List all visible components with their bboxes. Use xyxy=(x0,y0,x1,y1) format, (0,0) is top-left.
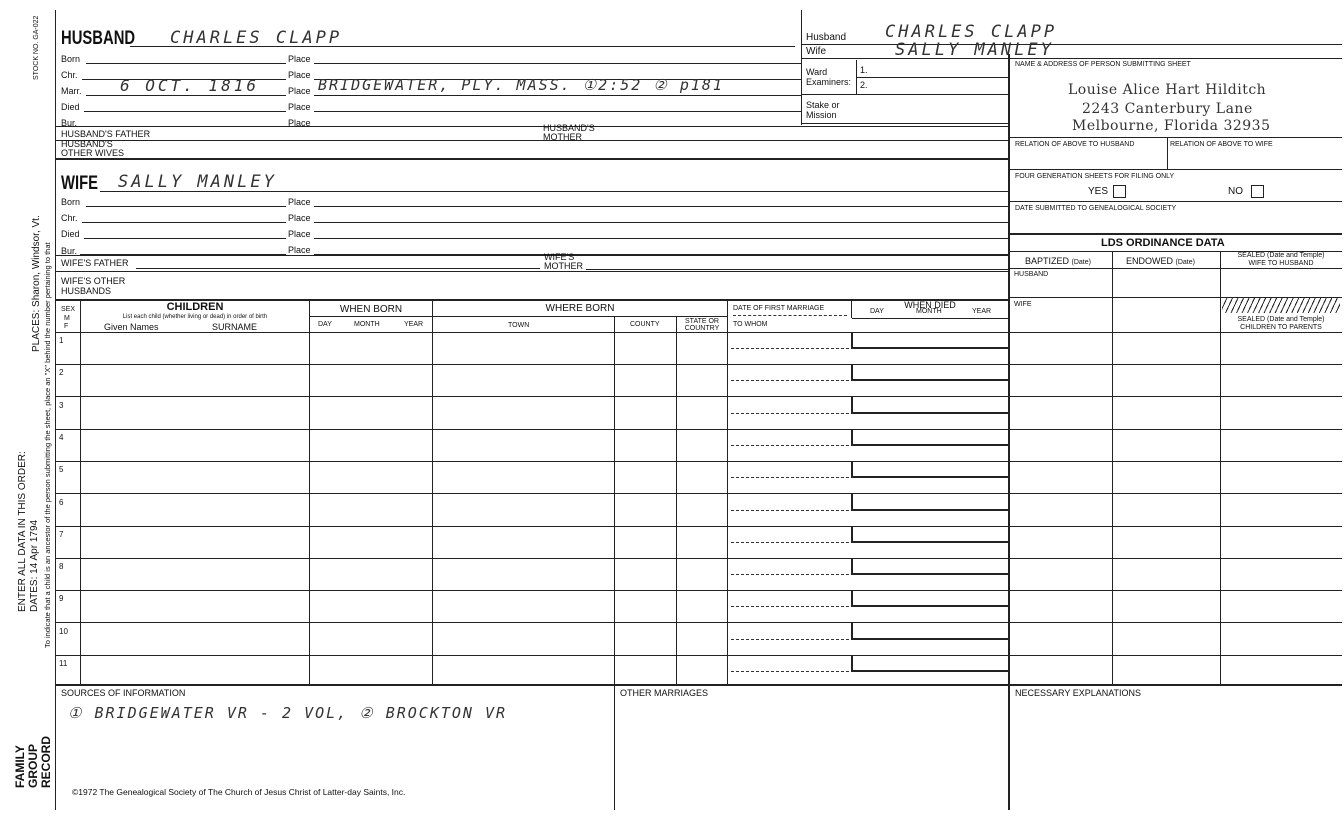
col-town-divider xyxy=(614,316,615,684)
child-died-field[interactable] xyxy=(851,509,1008,511)
child-row-number: 5 xyxy=(59,465,64,474)
form-title-family: FAMILY xyxy=(13,745,27,788)
header-husband-line xyxy=(802,44,1342,45)
child-marriage-date-field[interactable] xyxy=(731,606,849,607)
child-marriage-date-field[interactable] xyxy=(731,348,849,349)
sealed-children-2: CHILDREN TO PARENTS xyxy=(1240,324,1322,331)
examiner-split xyxy=(856,77,1008,78)
lds-wife-label: WIFE xyxy=(1014,301,1032,308)
relation-wife-label: RELATION OF ABOVE TO WIFE xyxy=(1170,141,1273,148)
child-marriage-date-field[interactable] xyxy=(731,445,849,446)
child-row-number: 2 xyxy=(59,368,64,377)
relation-divider xyxy=(1167,137,1168,169)
sex-f-label: F xyxy=(64,323,69,330)
died-year-label: YEAR xyxy=(972,308,992,315)
child-marriage-date-field[interactable] xyxy=(731,671,849,672)
baptized-text: BAPTIZED xyxy=(1025,256,1070,266)
husband-mother-label-2: MOTHER xyxy=(543,132,582,142)
first-marriage-dash xyxy=(733,315,847,316)
child-row-line xyxy=(56,622,1342,623)
wife-chr-label: Chr. xyxy=(61,213,78,223)
wife-bur-label: Bur. xyxy=(61,246,78,256)
child-marriage-date-field[interactable] xyxy=(731,510,849,511)
husband-father-label: HUSBAND'S FATHER xyxy=(61,129,151,139)
child-row-number: 6 xyxy=(59,498,64,507)
sealed-hatch xyxy=(1222,298,1340,313)
child-row-line xyxy=(56,558,1342,559)
husband-died-place-field[interactable] xyxy=(314,111,801,112)
children-note: List each child (whether living or dead) in order of birth xyxy=(122,314,268,320)
when-born-title: WHEN BORN xyxy=(339,304,403,315)
sex-m-label: M xyxy=(64,315,70,322)
submitter-label: NAME & ADDRESS OF PERSON SUBMITTING SHEET xyxy=(1015,61,1191,68)
yes-label: YES xyxy=(1088,186,1109,197)
examiners-label: Examiners: xyxy=(806,77,852,87)
husband-chr-label: Chr. xyxy=(61,70,78,80)
wife-mother-label xyxy=(544,253,583,271)
child-died-field[interactable] xyxy=(851,412,1008,414)
submitted-bottom xyxy=(1009,233,1342,235)
husband-section-bottom xyxy=(56,158,1008,160)
child-marriage-date-field[interactable] xyxy=(731,380,849,381)
examiner-1[interactable]: 1. xyxy=(860,65,868,75)
wife-father-label: WIFE'S FATHER xyxy=(61,258,129,268)
husband-born-field[interactable] xyxy=(86,63,286,64)
copyright: ©1972 The Genealogical Society of The Church of Jesus Christ of Latter-day Saints, Inc. xyxy=(72,787,406,797)
where-born-split xyxy=(433,316,727,317)
sealed-children-1: SEALED (Date and Temple) xyxy=(1237,316,1325,323)
wife-chr-place-field[interactable] xyxy=(314,222,1008,223)
child-row-number: 10 xyxy=(59,627,68,636)
submitter-name[interactable]: Louise Alice Hart Hilditch xyxy=(1068,82,1267,98)
wife-name[interactable]: SALLY MANLEY xyxy=(118,172,277,192)
born-day-label: DAY xyxy=(318,321,332,328)
sources-label: SOURCES OF INFORMATION xyxy=(61,688,186,698)
lds-husband-label: HUSBAND xyxy=(1014,271,1049,278)
given-names-label: Given Names xyxy=(104,322,159,332)
child-died-field[interactable] xyxy=(851,541,1008,543)
lds-header-bottom xyxy=(1009,268,1342,269)
places-note: PLACES: Sharon, Windsor, Vt. xyxy=(31,215,42,352)
husband-marr-field[interactable] xyxy=(86,95,286,96)
child-died-field[interactable] xyxy=(851,605,1008,607)
header-wife-line xyxy=(802,58,1342,59)
ward-box-bottom xyxy=(801,123,1008,124)
wife-chr-field[interactable] xyxy=(82,222,286,223)
child-row-number: 4 xyxy=(59,433,64,442)
wife-bur-place-label: Place xyxy=(288,245,311,255)
no-checkbox[interactable] xyxy=(1251,185,1264,198)
husband-bur-label: Bur. xyxy=(61,118,78,128)
submitter-city[interactable]: Melbourne, Florida 32935 xyxy=(1072,118,1271,134)
husband-died-place-label: Place xyxy=(288,102,311,112)
state-label xyxy=(677,318,727,332)
stock-number: STOCK NO. GA-022 xyxy=(33,15,40,80)
col-county-divider xyxy=(676,316,677,684)
husband-other-wives-2: OTHER WIVES xyxy=(61,148,125,158)
husband-died-field[interactable] xyxy=(84,111,286,112)
header-husband-label: Husband xyxy=(806,32,847,43)
other-marriages-label: OTHER MARRIAGES xyxy=(620,688,709,698)
enter-order-note: ENTER ALL DATA IN THIS ORDER: xyxy=(17,451,28,612)
born-month-label: MONTH xyxy=(354,321,380,328)
col-marriage-divider xyxy=(851,301,852,318)
husband-born-place-field[interactable] xyxy=(314,63,801,64)
child-row-line xyxy=(56,396,1342,397)
sealed-wife-1: SEALED (Date and Temple) xyxy=(1237,252,1325,259)
child-died-field[interactable] xyxy=(851,573,1008,575)
where-born-title: WHERE BORN xyxy=(545,303,615,314)
wife-other-husbands-1: WIFE'S OTHER xyxy=(61,276,126,286)
header-husband-value[interactable]: CHARLES CLAPP xyxy=(885,22,1058,42)
examiner-2[interactable]: 2. xyxy=(860,80,868,90)
child-row-number: 8 xyxy=(59,562,64,571)
endowed-label xyxy=(1126,256,1195,267)
child-marriage-date-field[interactable] xyxy=(731,639,849,640)
surname-label: SURNAME xyxy=(212,322,258,332)
date-submitted-label: DATE SUBMITTED TO GENEALOGICAL SOCIETY xyxy=(1015,205,1177,212)
child-marriage-date-field[interactable] xyxy=(731,542,849,543)
explanations-label: NECESSARY EXPLANATIONS xyxy=(1015,688,1142,698)
child-marriage-date-field[interactable] xyxy=(731,477,849,478)
child-row-number: 11 xyxy=(59,659,68,668)
lds-col-1 xyxy=(1112,251,1113,684)
when-died-split xyxy=(852,318,1008,319)
ancestor-note: To indicate that a child is an ancestor of the person submitting the sheet, place an "X" behind the number pertaining to that xyxy=(43,242,52,648)
to-whom-label: TO WHOM xyxy=(733,321,768,328)
child-marriage-date-field[interactable] xyxy=(731,413,849,414)
county-label: COUNTY xyxy=(630,321,660,328)
wife-father-line xyxy=(56,271,1008,272)
husband-events-bottom xyxy=(56,126,1008,127)
child-row-line xyxy=(56,429,1342,430)
husband-marr-place-label: Place xyxy=(288,86,311,96)
husband-marr-date[interactable]: 6 OCT. 1816 xyxy=(120,76,259,95)
footer-top xyxy=(56,684,1342,686)
wife-mother-field[interactable] xyxy=(586,269,1008,270)
wife-born-place-label: Place xyxy=(288,197,311,207)
children-title: CHILDREN xyxy=(166,301,224,313)
wife-mother-2: MOTHER xyxy=(544,261,583,271)
footer-divider xyxy=(614,684,615,810)
wife-chr-place-label: Place xyxy=(288,213,311,223)
child-died-field[interactable] xyxy=(851,638,1008,640)
baptized-date-note: (Date) xyxy=(1071,259,1091,266)
header-wife-label: Wife xyxy=(806,46,826,57)
wife-other-husbands-label xyxy=(61,276,125,296)
child-row-number: 3 xyxy=(59,401,64,410)
stake-label: Stake or xyxy=(806,100,840,110)
child-died-field[interactable] xyxy=(851,379,1008,381)
husband-marr-label: Marr. xyxy=(61,86,82,96)
children-header-bottom xyxy=(56,332,1342,333)
child-row-number: 7 xyxy=(59,530,64,539)
wife-title: WIFE xyxy=(61,173,99,194)
child-row-line xyxy=(56,590,1342,591)
header-divider xyxy=(801,10,802,125)
child-row-line xyxy=(56,493,1342,494)
husband-marr-place[interactable]: BRIDGEWATER, PLY. MASS. ①2:52 ② p181 xyxy=(318,76,724,94)
wife-events-bottom xyxy=(56,255,1008,256)
husband-father-line xyxy=(56,140,1008,141)
relation-husband-label: RELATION OF ABOVE TO HUSBAND xyxy=(1015,141,1135,148)
child-row-line xyxy=(56,364,1342,365)
ward-label: Ward xyxy=(806,67,828,77)
first-marriage-label: DATE OF FIRST MARRIAGE xyxy=(733,305,825,312)
born-year-label: YEAR xyxy=(404,321,424,328)
sex-label: SEX xyxy=(61,306,76,313)
form-title-group: GROUP xyxy=(26,743,40,788)
husband-other-wives-label xyxy=(61,140,124,158)
lds-title: LDS ORDINANCE DATA xyxy=(1101,237,1225,249)
sources-value[interactable]: ① BRIDGEWATER VR - 2 VOL, ② BROCKTON VR xyxy=(68,704,508,722)
child-died-field[interactable] xyxy=(851,347,1008,349)
left-border xyxy=(55,10,56,810)
child-died-field[interactable] xyxy=(851,476,1008,478)
wife-died-place-field[interactable] xyxy=(314,238,1008,239)
endowed-text: ENDOWED xyxy=(1126,256,1173,266)
husband-died-label: Died xyxy=(61,102,80,112)
state-label-2: COUNTRY xyxy=(684,325,720,332)
header-wife-value[interactable]: SALLY MANLEY xyxy=(895,40,1054,60)
child-died-field[interactable] xyxy=(851,444,1008,446)
child-row-line xyxy=(56,655,1342,656)
wife-died-label: Died xyxy=(61,229,80,239)
wife-mother-1: WIFE'S xyxy=(544,252,575,262)
husband-born-place-label: Place xyxy=(288,54,311,64)
husband-other-wives-1: HUSBAND'S xyxy=(61,139,113,149)
four-gen-bottom xyxy=(1009,201,1342,202)
wife-died-place-label: Place xyxy=(288,229,311,239)
wife-other-husbands-2: HUSBANDS xyxy=(61,286,112,296)
child-row-line xyxy=(56,526,1342,527)
state-label-1: STATE OR xyxy=(685,318,719,325)
died-day-label: DAY xyxy=(870,308,884,315)
endowed-date-note: (Date) xyxy=(1175,259,1195,266)
child-row-line xyxy=(56,461,1342,462)
sealed-wife-label xyxy=(1222,252,1340,268)
child-row-number: 9 xyxy=(59,594,64,603)
relation-bottom xyxy=(1009,169,1342,170)
husband-marr-place-field[interactable] xyxy=(314,95,801,96)
submitter-street[interactable]: 2243 Canterbury Lane xyxy=(1082,101,1253,117)
child-marriage-date-field[interactable] xyxy=(731,574,849,575)
husband-chr-place-label: Place xyxy=(288,70,311,80)
wife-died-field[interactable] xyxy=(84,238,286,239)
yes-checkbox[interactable] xyxy=(1113,185,1126,198)
no-label: NO xyxy=(1228,186,1243,197)
husband-name[interactable]: CHARLES CLAPP xyxy=(170,28,343,48)
when-born-split xyxy=(310,316,432,317)
lds-col-2 xyxy=(1220,251,1221,684)
mission-label: Mission xyxy=(806,110,837,120)
husband-mother-label-1: HUSBAND'S xyxy=(543,123,595,133)
died-month-label: MONTH xyxy=(916,308,942,315)
wife-born-field[interactable] xyxy=(86,206,286,207)
sealed-children-label xyxy=(1222,316,1340,332)
husband-title: HUSBAND xyxy=(61,28,136,49)
form-title-record: RECORD xyxy=(39,735,53,788)
wife-born-place-field[interactable] xyxy=(314,206,1008,207)
wife-born-label: Born xyxy=(61,197,81,207)
dates-note: DATES: 14 Apr 1794 xyxy=(29,519,40,612)
child-died-field[interactable] xyxy=(851,670,1008,672)
town-label: TOWN xyxy=(508,322,530,329)
husband-born-label: Born xyxy=(61,54,81,64)
right-panel-divider xyxy=(1008,54,1010,810)
submitter-bottom xyxy=(1009,137,1342,138)
ward-bottom xyxy=(802,94,1008,95)
husband-bur-place-label: Place xyxy=(288,118,311,128)
wife-father-field[interactable] xyxy=(136,268,540,269)
sealed-wife-2: WIFE TO HUSBAND xyxy=(1248,260,1314,267)
baptized-label xyxy=(1025,256,1091,267)
child-row-number: 1 xyxy=(59,336,64,345)
four-gen-label: FOUR GENERATION SHEETS FOR FILING ONLY xyxy=(1015,173,1175,180)
when-died-title: WHEN DIED xyxy=(904,300,956,310)
